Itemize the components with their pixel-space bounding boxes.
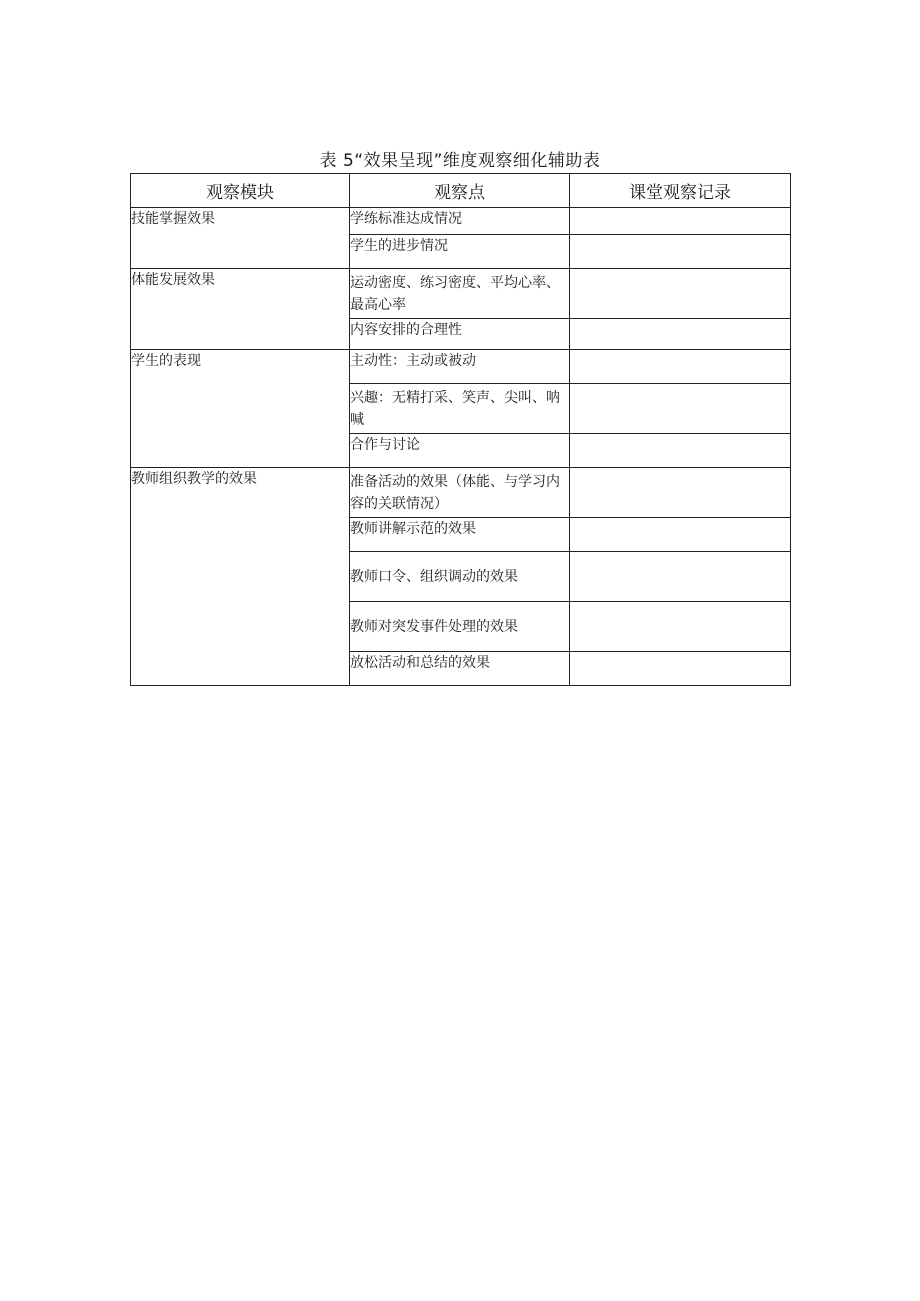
table-row (131, 269, 791, 319)
record-cell[interactable] (570, 652, 791, 686)
point-cell: 运动密度、练习密度、平均心率、最高心率 (350, 269, 570, 319)
point-cell: 教师口令、组织调动的效果 (350, 552, 570, 602)
module-cell: 学生的表现 (131, 350, 350, 468)
record-cell[interactable] (570, 434, 791, 468)
table-row (131, 350, 791, 384)
record-cell[interactable] (570, 468, 791, 518)
record-cell[interactable] (570, 319, 791, 350)
record-cell[interactable] (570, 350, 791, 384)
point-cell: 兴趣：无精打采、笑声、尖叫、呐喊 (350, 384, 570, 434)
record-cell[interactable] (570, 518, 791, 552)
point-cell: 内容安排的合理性 (350, 319, 570, 350)
header-point: 观察点 (350, 174, 570, 208)
point-cell: 合作与讨论 (350, 434, 570, 468)
record-cell[interactable] (570, 552, 791, 602)
table-row (131, 208, 791, 235)
point-cell: 学练标准达成情况 (350, 208, 570, 235)
observation-table (130, 173, 791, 686)
point-cell: 教师对突发事件处理的效果 (350, 602, 570, 652)
point-cell: 主动性：主动或被动 (350, 350, 570, 384)
record-cell[interactable] (570, 384, 791, 434)
point-cell: 教师讲解示范的效果 (350, 518, 570, 552)
record-cell[interactable] (570, 269, 791, 319)
header-record: 课堂观察记录 (570, 174, 791, 208)
record-cell[interactable] (570, 235, 791, 269)
module-cell: 教师组织教学的效果 (131, 468, 350, 686)
module-cell: 技能掌握效果 (131, 208, 350, 269)
point-cell: 放松活动和总结的效果 (350, 652, 570, 686)
record-cell[interactable] (570, 208, 791, 235)
record-cell[interactable] (570, 602, 791, 652)
point-cell: 准备活动的效果（体能、与学习内容的关联情况） (350, 468, 570, 518)
table-header-row (131, 174, 791, 208)
header-module: 观察模块 (131, 174, 350, 208)
table-row (131, 468, 791, 518)
point-cell: 学生的进步情况 (350, 235, 570, 269)
module-cell: 体能发展效果 (131, 269, 350, 350)
table-title: 表 5“效果呈现”维度观察细化辅助表 (319, 151, 601, 171)
